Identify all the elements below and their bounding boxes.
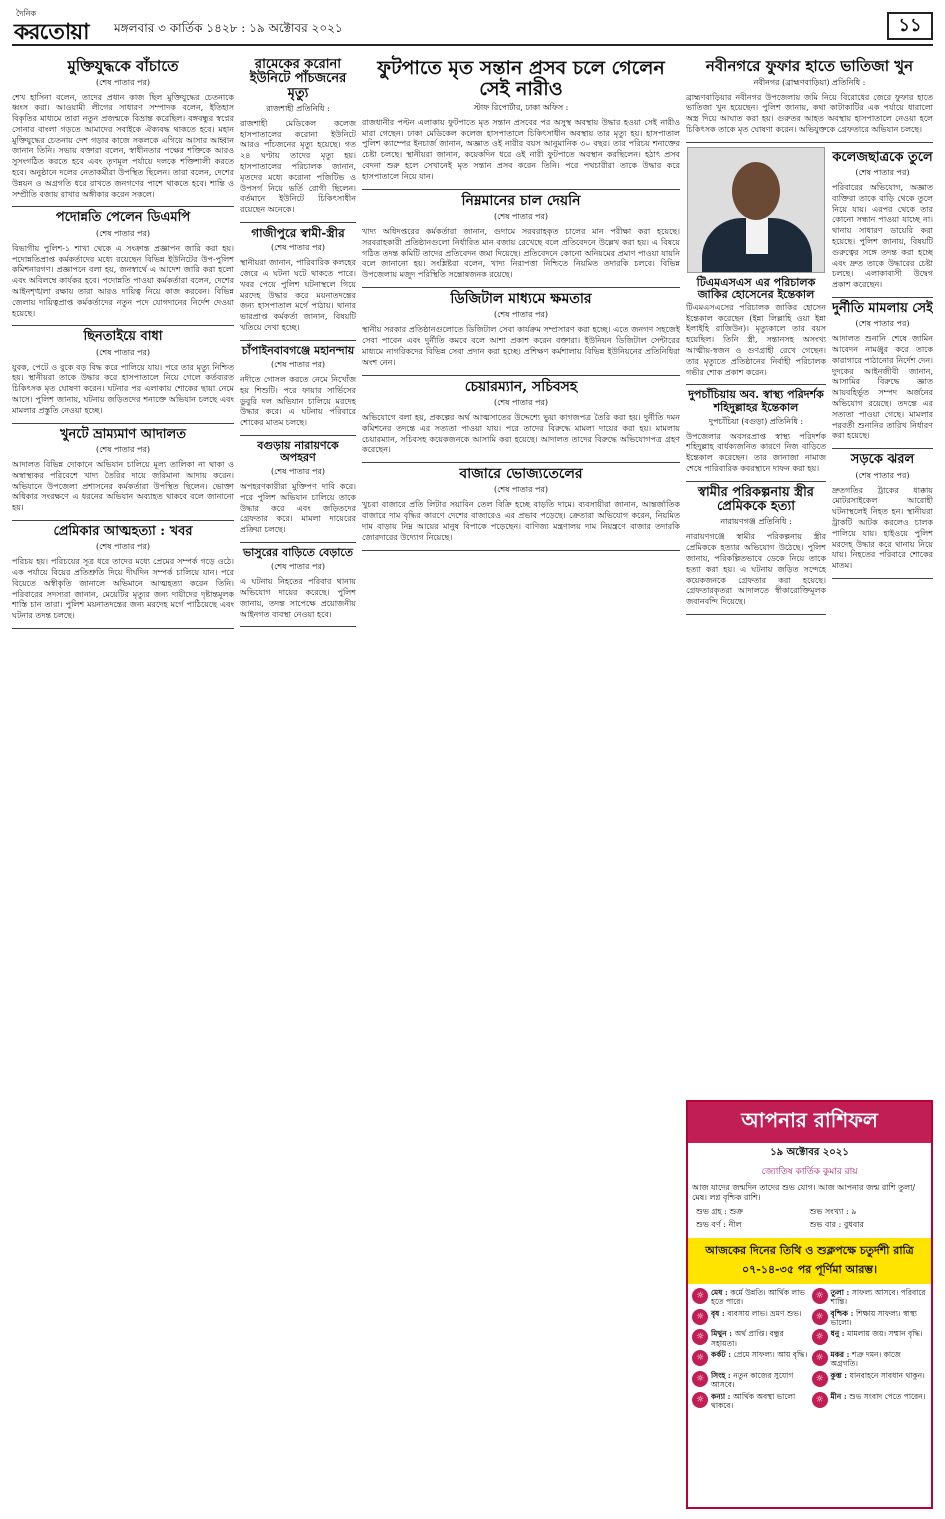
column-right [686,54,933,1094]
zodiac-icon: ☼ [812,1329,828,1345]
article-byline: (শেষ পাতার পর) [95,444,151,454]
obituary-block [686,147,826,619]
article [362,292,680,376]
zodiac-name: মিথুন : [711,1329,735,1339]
article [240,227,356,341]
article-byline: (শেষ পাতার পর) [493,211,549,221]
article-headline: মুক্তিযুদ্ধকে বাঁচাতে [67,57,179,75]
article-headline: বগুড়ায় নারায়ণকে অপহরণ [257,438,339,464]
article [686,58,933,143]
article [362,467,680,551]
portrait-photo [687,147,825,273]
article [686,389,826,481]
article-body: অভিযোগে বলা হয়, প্রকল্পের অর্থ আত্মসাতের উদ্দেশ্যে ভুয়া কাগজপত্র তৈরি করা হয়। দুর্নীতি দমন কমিশনের তদন্তে এর সত্যতা পাওয়া যায়। পরে তাদের বিরুদ্ধে মামলা দায়ের করা হয়। মামলায় চেয়ারম্যান, সচিবসহ কয়েকজনকে আসামি করা হয়েছে। আদালত তাদের বিরুদ্ধে অভিযোগপত্র গ্রহণ করেছেন। [362,412,680,455]
article-headline: দুর্নীতি মামলায় সেই [832,300,933,316]
article-body: রাজধানীর পল্টন এলাকায় ফুটপাতে মৃত সন্তান প্রসবের পর অসুস্থ অবস্থায় উদ্ধার হওয়া সেই নারীও মারা গেছেন। ঢাকা মেডিকেল কলেজ হাসপাতালে চিকিৎসাধীন অবস্থায় তার মৃত্যু হয়। হাসপাতাল পুলিশ ক্যাম্পের ইনচার্জ জানান, অজ্ঞাত ওই নারীর বয়স আনুমানিক ৩০ বছর। তার পরিচয় শনাক্তের চেষ্টা চলছে। স্থানীয়রা জানান, কয়েকদিন ধরে ওই নারী ফুটপাতে অবস্থান করছিলেন। হঠাৎ প্রসব বেদনা শুরু হলে সেখানেই মৃত সন্তান প্রসব করেন তিনি। পরে পথচারীরা তাকে উদ্ধার করে হাসপাতালে নিয়ে যান। [362,117,680,181]
article-headline: নবীনগরে ফুফার হাতে ভাতিজা খুন [705,57,914,75]
masthead [12,8,933,46]
zodiac-text: মামলায় জয়। সম্মান বৃদ্ধি। [847,1329,923,1339]
article-body: দ্রুতগতির ট্রাকের ধাক্কায় মোটরসাইকেল আরোহী ঘটনাস্থলেই নিহত হন। স্থানীয়রা ট্রাকটি আটক করলেও চালক পালিয়ে যায়। হাইওয়ে পুলিশ মরদেহ উদ্ধার করে থানায় নিয়ে যায়। নিহতের পরিবারে শোকের মাতম। [832,485,933,571]
article-body: খাদ্য অধিদপ্তরের কর্মকর্তারা জানান, গুদামে সরবরাহকৃত চালের মান পরীক্ষা করা হয়েছে। সরবরাহকারী প্রতিষ্ঠানগুলো নির্ধারিত মান বজায় রেখেছে বলে প্রতিবেদনে উল্লেখ করা হয়। এ বিষয়ে গঠিত তদন্ত কমিটি তাদের প্রতিবেদন জমা দিয়েছে। প্রতিবেদনে কোনো অনিয়মের প্রমাণ পাওয়া যায়নি বলে জানানো হয়। সংশ্লিষ্টরা বলেন, খাদ্য নিরাপত্তা নিশ্চিতে নিয়মিত তদারকি চলবে। বিভিন্ন উপজেলায় মজুদ পরিস্থিতি সন্তোষজনক রয়েছে। [362,226,680,280]
article-byline: (শেষ পাতার পর) [270,562,326,572]
horoscope-intro: আজ যাদের জন্মদিন তাদের শুভ যোগ। আজ আপনার জন্ম রাশি তুলা/মেষ। লগ্ন বৃশ্চিক রাশি। [692,1183,916,1203]
planet-item: শুভ বার : বুধবার [809,1219,864,1229]
article [12,58,234,207]
zodiac-text: ব্যবসায় লাভ। ভ্রমণ শুভ। [727,1308,802,1318]
article-headline: ফুটপাতে মৃত সন্তান প্রসব চলে গেলেন সেই নারীও [377,57,665,100]
zodiac-icon: ☼ [812,1288,828,1304]
zodiac-icon: ☼ [692,1371,708,1387]
column-1 [12,54,234,1509]
article-byline: (শেষ পাতার পর) [95,347,151,357]
article-body: এ ঘটনায় নিহতের পরিবার থানায় অভিযোগ দায়ের করেছে। পুলিশ জানায়, তদন্ত সাপেক্ষে প্রয়োজনীয় আইনগত ব্যবস্থা নেওয়া হবে। [240,577,356,619]
zodiac-icon: ☼ [692,1329,708,1345]
horoscope-special: আজকের দিনের তিথি ও শুক্লপক্ষে চতুর্দশী রাত্রি ০৭-১৪-৩৫ পর পূর্ণিমা আরম্ভ। [688,1238,931,1284]
zodiac-icon: ☼ [692,1288,708,1304]
zodiac-icon: ☼ [812,1392,828,1408]
article-headline: টিএমএসএস এর পরিচালক জাকির হোসেনের ইন্তেকাল [696,275,816,301]
zodiac-sign [812,1392,928,1411]
zodiac-icon: ☼ [812,1371,828,1387]
article-byline: (শেষ পাতার পর) [270,359,326,369]
article [832,302,933,449]
zodiac-text: শিক্ষায় সাফল্য। স্বাস্থ্য ভালো। [830,1308,917,1327]
zodiac-icon: ☼ [692,1350,708,1366]
article-headline: ভাসুরের বাড়িতে বেড়াতে [242,546,354,560]
article-headline: স্বামীর পরিকল্পনায় স্ত্রীর প্রেমিককে হত্যা [698,484,814,515]
column-3 [362,54,680,1509]
article [240,345,356,436]
paper-tagline: দৈনিক [16,9,37,18]
article-headline: চাঁপাইনবাবগঞ্জে মহানন্দায় [241,343,355,357]
article-headline: গাজীপুরে স্বামী-স্ত্রীর [251,226,345,241]
column-2 [240,54,356,1509]
article-byline: নারায়ণগঞ্জ প্রতিনিধি : [720,517,792,527]
article [240,440,356,543]
zodiac-sign [692,1371,808,1390]
article-byline: (শেষ পাতার পর) [95,542,151,552]
article-byline: (শেষ পাতার পর) [95,228,151,238]
article [686,277,826,386]
article [686,486,826,615]
article [832,453,933,579]
article [12,211,234,326]
planet-list [688,1204,931,1234]
zodiac-icon: ☼ [812,1309,828,1325]
zodiac-text: নতুন কাজের সুযোগ আসবে। [711,1370,794,1390]
article-headline: বাজারে ভোজ্যতেলের [459,466,583,483]
zodiac-text: অর্থ প্রাপ্তি। বন্ধুর সহায়তা। [711,1329,784,1348]
article-headline: পদোন্নতি পেলেন ডিএমপি [55,210,191,226]
zodiac-sign [692,1309,808,1328]
article [12,330,234,423]
article-byline: স্টাফ রিপোর্টার, ঢাকা অফিস : [473,102,569,112]
article-byline: (শেষ পাতার পর) [855,319,910,329]
article-body: পরিচয় হয়। পরিচয়ের সূত্র ধরে তাদের মধ্যে প্রেমের সম্পর্ক গড়ে ওঠে। এক পর্যায়ে বিয়ের প্রতিশ্রুতি দিয়ে দীর্ঘদিন সম্পর্ক চালিয়ে যান। পরে বিয়েতে অস্বীকৃতি জানালে অভিমানে আত্মহত্যা করেন তিনি। পরিবারের সদস্যরা জানান, মেয়েটির মৃত্যুর জন্য দায়ীদের দৃষ্টান্তমূলক শাস্তি চান তারা। পুলিশ ময়নাতদন্তের জন্য মরদেহ মর্গে পাঠিয়েছে এবং ঘটনার তদন্ত চলছে। [12,557,234,621]
planet-item: শুভ সংখ্যা : ৯ [809,1206,857,1216]
zodiac-name: তুলা : [830,1287,852,1297]
article-byline: (শেষ পাতার পর) [270,243,326,253]
zodiac-icon: ☼ [692,1392,708,1408]
article-body: নারায়ণগঞ্জে স্বামীর পরিকল্পনায় স্ত্রীর প্রেমিককে হত্যার অভিযোগ উঠেছে। পুলিশ জানায়, পরিকল্পিতভাবে ডেকে নিয়ে তাকে হত্যা করা হয়। এ ঘটনায় জড়িত সন্দেহে কয়েকজনকে গ্রেফতার করা হয়েছে। গ্রেফতারকৃতরা আদালতে স্বীকারোক্তিমূলক জবানবন্দি দিয়েছে। [686,532,826,607]
article-byline: (শেষ পাতার পর) [493,310,549,320]
article-byline: (শেষ পাতার পর) [855,167,910,177]
right-stories [832,147,933,619]
zodiac-name: বৃষ : [711,1308,728,1318]
article-headline: রামেকের করোনা ইউনিটে পাঁচজনের মৃত্যু [249,57,347,101]
dateline: মঙ্গলবার ৩ কার্তিক ১৪২৮ : ১৯ অক্টোবর ২০২১ [114,21,343,35]
zodiac-text: যানবাহনে সাবধান থাকুন। [849,1370,925,1380]
article-body: খুচরা বাজারে প্রতি লিটার সয়াবিন তেল বিক্রি হচ্ছে বাড়তি দামে। ব্যবসায়ীরা জানান, আন্তর্জাতিক বাজারে দাম বৃদ্ধির কারণে দেশের বাজারেও এর প্রভাব পড়েছে। ক্রেতারা অভিযোগ করেন, নিয়মিত দাম বাড়ায় নিম্ন আয়ের মানুষ বিপাকে পড়েছেন। বাণিজ্য মন্ত্রণালয় দাম নিয়ন্ত্রণে বাজার তদারকি জোরদারের উদ্যোগ নিয়েছে। [362,500,680,542]
zodiac-name: মেষ : [711,1287,731,1297]
zodiac-icon: ☼ [692,1309,708,1325]
zodiac-text: শত্রু দমন। কাজে অগ্রগতি। [830,1350,901,1369]
horoscope-astrologer: জ্যোতিষ কার্তিক কুমার রায় [761,1167,858,1177]
article-headline: সড়কে ঝরল [850,452,915,468]
article-body: শেখ হাসিনা বলেন, তাদের প্রধান কাজ ছিল মুক্তিযুদ্ধের চেতনাকে ধ্বংস করা। আওয়ামী লীগের সাধারণ সম্পাদক বলেন, ইতিহাস বিকৃতির মাধ্যমে তারা নতুন প্রজন্মকে বিভ্রান্ত করেছিল। বঙ্গবন্ধুর স্বপ্নের সোনার বাংলা গড়তে আমাদের সবাইকে ঐক্যবদ্ধ থাকতে হবে। মহান মুক্তিযুদ্ধের চেতনায় দেশ গড়ার কাজে সকলকে এগিয়ে আসার আহ্বান জানান তিনি। সভায় বক্তারা বলেন, স্বাধীনতার পক্ষের শক্তিকে আরও সুসংগঠিত করতে হবে এবং তৃণমূল পর্যায়ে দলকে শক্তিশালী করতে হবে। অনুষ্ঠানে দলের নেতাকর্মীরা উপস্থিত ছিলেন। তারা বলেন, দেশের উন্নয়ন ও অগ্রগতি ধরে রাখতে জনগণের পাশে থাকতে হবে। শান্তি ও সম্প্রীতি বজায় রাখার অঙ্গীকার করেন সকলে। [12,92,234,199]
article-body: নদীতে গোসল করতে নেমে নিখোঁজ হয় শিশুটি। পরে ফায়ার সার্ভিসের ডুবুরি দল অভিযান চালিয়ে মরদেহ উদ্ধার করে। এ ঘটনায় পরিবারে শোকের মাতম চলছে। [240,374,356,428]
zodiac-name: সিংহ : [711,1370,734,1380]
zodiac-sign [812,1350,928,1369]
zodiac-name: মকর : [830,1350,853,1360]
zodiac-name: মীন : [830,1391,850,1401]
article-body: অপহরণকারীরা মুক্তিপণ দাবি করে। পরে পুলিশ অভিযান চালিয়ে তাকে উদ্ধার করে এবং জড়িতদের গ্রেফতার করে। মামলা দায়েরের প্রক্রিয়া চলছে। [240,482,356,535]
zodiac-name: কন্যা : [711,1391,734,1401]
article-headline: ডিজিটাল মাধ্যমে ক্ষমতার [450,290,592,307]
article-headline: কলেজছাত্রকে তুলে [832,149,933,165]
article [362,58,680,190]
article [362,380,680,464]
zodiac-name: ধনু : [830,1329,848,1339]
zodiac-icon: ☼ [812,1350,828,1366]
article-body: স্থানীয়রা জানান, পারিবারিক কলহের জেরে এ ঘটনা ঘটে থাকতে পারে। খবর পেয়ে পুলিশ ঘটনাস্থলে গিয়ে মরদেহ উদ্ধার করে ময়নাতদন্তের জন্য হাসপাতাল মর্গে পাঠায়। থানার ভারপ্রাপ্ত কর্মকর্তা জানান, বিষয়টি খতিয়ে দেখা হচ্ছে। [240,258,356,333]
article [240,58,356,223]
zodiac-text: প্রেমে সাফল্য। আয় বৃদ্ধি। [733,1350,808,1360]
zodiac-sign [692,1329,808,1348]
article-headline: খুনটে ভ্রাম্যমাণ আদালত [59,426,187,442]
article-byline: (শেষ পাতার পর) [270,467,326,477]
article-body: রাজশাহী মেডিকেল কলেজ হাসপাতালের করোনা ইউনিটে আরও পাঁচজনের মৃত্যু হয়েছে। গত ২৪ ঘণ্টায় তাদের মৃত্যু হয়। হাসপাতালের পরিচালক জানান, মৃতদের মধ্যে করোনা পজিটিভ ও উপসর্গ নিয়ে ভর্তি রোগী ছিলেন। বর্তমানে ইউনিটে চিকিৎসাধীন রয়েছেন অনেকে। [240,118,356,215]
zodiac-sign [812,1309,928,1328]
zodiac-name: কুম্ভ : [830,1370,850,1380]
article [12,428,234,521]
page-number: ১১ [887,12,933,40]
article-body: আদালত বিভিন্ন দোকানে অভিযান চালিয়ে মূল্য তালিকা না থাকা ও অস্বাস্থ্যকর পরিবেশে খাদ্য তৈরির দায়ে জরিমানা আদায় করেন। অভিযানে উপজেলা প্রশাসনের কর্মকর্তারা উপস্থিত ছিলেন। ভোক্তা অধিকার সংরক্ষণে এ ধরনের অভিযান অব্যাহত থাকবে বলে জানানো হয়। [12,459,234,513]
article-body: আদালত শুনানি শেষে জামিন আবেদন নামঞ্জুর করে তাকে কারাগারে পাঠানোর নির্দেশ দেন। দুদকের আইনজীবী জানান, আসামির বিরুদ্ধে জ্ঞাত আয়বহির্ভূত সম্পদ অর্জনের অভিযোগ রয়েছে। তদন্তে এর সত্যতা পাওয়া গেছে। মামলার পরবর্তী শুনানির তারিখ নির্ধারণ করা হয়েছে। [832,334,933,441]
article-byline: (শেষ পাতার পর) [855,470,910,480]
article-byline: দুপচাঁচিয়া (বগুড়া) প্রতিনিধি : [708,416,804,426]
article-headline: ছিনতাইয়ে বাধা [83,329,163,345]
zodiac-sign [692,1350,808,1369]
paper-name: করতোয়া [14,19,89,45]
zodiac-text: আর্থিক অবস্থা ভালো থাকবে। [711,1391,796,1410]
zodiac-sign [692,1392,808,1411]
article-body: ব্রাহ্মণবাড়িয়ার নবীনগর উপজেলায় জমি নিয়ে বিরোধের জেরে ফুফার হাতে ভাতিজা খুন হয়েছেন। পুলিশ জানায়, কথা কাটাকাটির এক পর্যায়ে ধারালো অস্ত্র দিয়ে আঘাত করা হয়। গুরুতর আহত অবস্থায় হাসপাতালে নেওয়া হলে চিকিৎসক তাকে মৃত ঘোষণা করেন। অভিযুক্তকে গ্রেফতারে অভিযান চলছে। [686,92,933,134]
horoscope-title: আপনার রাশিফল [688,1102,931,1143]
horoscope-box [686,1100,933,1509]
planet-item: শুভ বর্ণ : নীল [696,1219,742,1229]
zodiac-text: শুভ সংবাদ পেতে পারেন। [849,1391,926,1401]
article-byline: (শেষ পাতার পর) [95,77,151,87]
article-byline: (শেষ পাতার পর) [493,485,549,495]
article-byline: (শেষ পাতার পর) [493,397,549,407]
sign-grid [688,1288,931,1411]
zodiac-text: কর্মে উন্নতি। আর্থিক লাভ হতে পারে। [711,1287,805,1307]
zodiac-name: কর্কট : [711,1350,734,1360]
article-body: স্থানীয় সরকার প্রতিষ্ঠানগুলোতে ডিজিটাল সেবা কার্যক্রম সম্প্রসারণ করা হচ্ছে। এতে জনগণ সহজেই সেবা পাবেন এবং দুর্নীতি কমবে বলে আশা প্রকাশ করেন বক্তারা। ইউনিয়ন ডিজিটাল সেন্টারের মাধ্যমে নাগরিকদের বিভিন্ন সেবা প্রদান করা হচ্ছে। প্রশিক্ষণ কর্মশালায় বিভিন্ন ইউনিয়নের প্রতিনিধিরা অংশ নেন। [362,325,680,367]
article-headline: নিম্নমানের চাল দেয়নি [461,192,581,209]
article [362,194,680,288]
article-body: পরিবারের অভিযোগ, অজ্ঞাত ব্যক্তিরা তাকে বাড়ি থেকে তুলে নিয়ে যায়। এরপর থেকে তার কোনো সন্ধান পাওয়া যাচ্ছে না। থানায় সাধারণ ডায়েরি করা হয়েছে। পুলিশ জানায়, বিষয়টি গুরুত্বের সঙ্গে তদন্ত করা হচ্ছে এবং দ্রুত তাকে উদ্ধারের চেষ্টা চলছে। এলাকাবাসী উদ্বেগ প্রকাশ করেছেন। [832,182,933,290]
article-body: বিভাগীয় পুলিশ-১ শাখা থেকে এ সংক্রান্ত প্রজ্ঞাপন জারি করা হয়। পদোন্নতিপ্রাপ্ত কর্মকর্তাদের মধ্যে রয়েছেন বিভিন্ন ইউনিটের উপ-পুলিশ কমিশনারগণ। প্রজ্ঞাপনে বলা হয়, জনস্বার্থে এ আদেশ জারি করা হলো এবং অবিলম্বে কার্যকর হবে। পদোন্নতি পাওয়া কর্মকর্তারা বলেন, দেশের আইনশৃঙ্খলা রক্ষায় তারা আরও দায়িত্ব নিয়ে কাজ করবেন। বিভিন্ন জেলায় দায়িত্বপ্রাপ্ত কর্মকর্তাদের নতুন পদে যোগদানের নির্দেশ দেওয়া হয়েছে। [12,243,234,318]
article [12,525,234,629]
zodiac-sign [812,1371,928,1390]
article-headline: চেয়ারম্যান, সচিবসহ [464,378,578,395]
zodiac-sign [812,1329,928,1348]
article-byline: রাজশাহী প্রতিনিধি : [266,103,330,113]
lead-story-right [686,58,933,143]
article-body: যুবক, পেটে ও বুকে বড় বিদ্ধ করে পালিয়ে যায়। পরে তার মৃত্যু নিশ্চিত হয়। স্থানীয়রা তাকে উদ্ধার করে হাসপাতালে নিয়ে গেলে কর্তব্যরত চিকিৎসক মৃত ঘোষণা করেন। ঘটনার পর এলাকায় শোকের ছায়া নেমে আসে। পুলিশ জানায়, ঘটনায় জড়িতদের শনাক্তে অভিযান চলছে এবং মামলার প্রস্তুতি নেওয়া হচ্ছে। [12,362,234,415]
zodiac-text: সাফল্য আসবে। পরিবারে শান্তি। [830,1287,926,1307]
zodiac-sign [692,1288,808,1307]
article [832,151,933,298]
article-byline: নবীনগর (ব্রাহ্মণবাড়িয়া) প্রতিনিধি : [753,77,866,87]
planet-item: শুভ গ্রহ : শুক্র [696,1206,743,1216]
horoscope-date: ১৯ অক্টোবর ২০২১ [770,1147,849,1158]
zodiac-name: বৃশ্চিক : [830,1308,857,1318]
article-headline: প্রেমিকার আত্মহত্যা : খবর [53,523,193,539]
article-body: উপজেলার অবসরপ্রাপ্ত স্বাস্থ্য পরিদর্শক শহিদুল্লাহ বার্ধক্যজনিত কারণে নিজ বাড়িতে ইন্তেকাল করেছেন। তার জানাজা নামাজ শেষে পারিবারিক কবরস্থানে দাফন করা হয়। [686,431,826,474]
newspaper-logo [12,8,102,45]
article-body: টিএমএসএসের পরিচালক জাকির হোসেন ইন্তেকাল করেছেন (ইন্না লিল্লাহি ওয়া ইন্না ইলাইহি রাজিউন)। মৃত্যুকালে তার বয়স হয়েছিল। তিনি স্ত্রী, সন্তানসহ অসংখ্য আত্মীয়-স্বজন ও গুণগ্রাহী রেখে গেছেন। তার মৃত্যুতে প্রতিষ্ঠানের নির্বাহী পরিচালক গভীর শোক প্রকাশ করেন। [686,302,826,377]
zodiac-sign [812,1288,928,1307]
article-headline: দুপচাঁচিয়ায় অব. স্বাস্থ্য পরিদর্শক শহিদুল্লাহর ইন্তেকাল [688,388,824,414]
article [240,547,356,627]
